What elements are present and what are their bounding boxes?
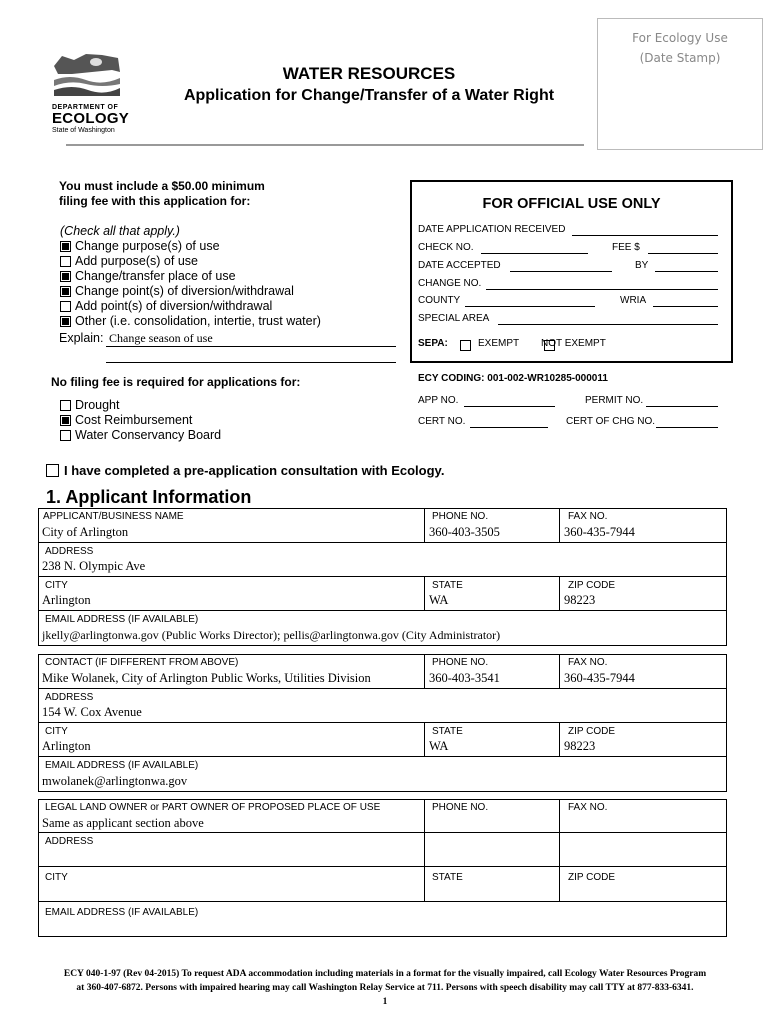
checkbox[interactable] [60,316,71,327]
apply-option[interactable] [60,284,321,299]
applicant-fax-label: FAX NO. [568,511,608,522]
title-divider [66,144,584,146]
by-field[interactable] [655,271,718,272]
contact-fax-field[interactable] [559,654,727,689]
footer-line1: ECY 040-1-97 (Rev 04-2015) To request ADA accommodation including materials in a format for the visually impaired, call Ecology Water Resources Program [63,969,707,979]
applicant-zip-value: 98223 [564,593,596,607]
no-fee-option-label: Water Conservancy Board [75,428,222,442]
contact-address-value: 154 W. Cox Avenue [42,705,142,719]
applicant-email-field[interactable] [38,610,727,646]
owner-state-label: STATE [432,872,463,883]
explain-label: Explain: [59,331,104,345]
page-subtitle: Application for Change/Transfer of a Water Right [183,87,555,104]
page-title: WATER RESOURCES [282,64,456,83]
sepa-label: SEPA: [418,338,448,349]
contact-phone-field[interactable] [424,654,560,689]
app-no-label: APP NO. [418,395,459,406]
apply-option-label: Add purpose(s) of use [75,254,198,268]
apply-option[interactable] [60,239,321,254]
contact-phone-label: PHONE NO. [432,657,489,668]
applicant-fax-value: 360-435-7944 [564,525,635,539]
contact-state-value: WA [429,739,449,753]
check-all-header: (Check all that apply.) [60,224,180,238]
contact-fax-label: FAX NO. [568,657,608,668]
page-number: 1 [382,997,388,1007]
logo-line2: ECOLOGY [52,110,130,127]
no-fee-option-label: Cost Reimbursement [75,413,193,427]
special-area-label: SPECIAL AREA [418,313,490,324]
contact-zip-value: 98223 [564,739,596,753]
applicant-phone-field[interactable] [424,508,560,543]
explain-value: Change season of use [109,331,213,345]
change-no-field[interactable] [486,289,718,290]
contact-city-value: Arlington [42,739,91,753]
checkbox[interactable] [60,415,71,426]
contact-city-field[interactable] [38,722,425,757]
date-stamp-box [597,18,763,150]
stamp-line1: For Ecology Use [632,31,728,45]
checkbox[interactable] [60,430,71,441]
owner-email-field[interactable] [38,901,727,937]
no-fee-option-label: Drought [75,398,120,412]
fee-label: FEE $ [612,242,640,253]
applicant-fax-field[interactable] [559,508,727,543]
checkbox[interactable] [60,400,71,411]
contact-address-field[interactable] [38,688,727,723]
check-no-label: CHECK NO. [418,242,474,253]
contact-city-label: CITY [45,726,68,737]
owner-name-value: Same as applicant section above [42,816,204,830]
contact-email-label: EMAIL ADDRESS (IF AVAILABLE) [45,760,199,771]
applicant-city-label: CITY [45,580,68,591]
special-area-field[interactable] [498,324,718,325]
applicant-state-field[interactable] [424,576,560,611]
checkbox[interactable] [60,301,71,312]
owner-state-field[interactable] [424,866,560,902]
applicant-phone-label: PHONE NO. [432,511,489,522]
apply-option-label: Change point(s) of diversion/withdrawal [75,284,294,298]
change-no-label: CHANGE NO. [418,278,482,289]
apply-option[interactable] [60,314,321,329]
wria-label: WRIA [620,295,647,306]
contact-email-value: mwolanek@arlingtonwa.gov [42,774,188,788]
checkbox[interactable] [60,256,71,267]
ecy-coding: ECY CODING: 001-002-WR10285-000011 [418,373,608,384]
owner-zip-field[interactable] [559,866,727,902]
applicant-zip-field[interactable] [559,576,727,611]
checkbox[interactable] [46,464,59,477]
consultation-checkbox-row[interactable] [46,463,444,478]
cert-no-field[interactable] [470,427,548,428]
owner-name-label: LEGAL LAND OWNER or PART OWNER OF PROPOSED PLACE OF USE [45,802,381,813]
logo-line1: DEPARTMENT OF [52,104,119,111]
applicant-name-field[interactable] [38,508,425,543]
stamp-line2: (Date Stamp) [639,51,721,65]
owner-name-field[interactable] [38,799,425,833]
not-exempt-label: NOT EXEMPT [541,338,606,349]
permit-no-field[interactable] [646,406,718,407]
footer-line2: at 360-407-6872. Persons with impaired hearing may call Washington Relay Service at 711. Persons with speech disability may call TTY at 877-833-6341. [76,983,694,993]
applicant-email-value: jkelly@arlingtonwa.gov (Public Works Director); pellis@arlingtonwa.gov (City Administrator) [42,628,501,642]
wria-field[interactable] [653,306,718,307]
owner-city-field[interactable] [38,866,425,902]
app-no-field[interactable] [464,406,555,407]
applicant-phone-value: 360-403-3505 [429,525,500,539]
cert-no-label: CERT NO. [418,416,466,427]
applicant-name-value: City of Arlington [42,525,129,539]
apply-option-label: Change purpose(s) of use [75,239,220,253]
no-fee-option[interactable] [60,428,221,443]
cert-chg-no-field[interactable] [656,427,718,428]
checkbox[interactable] [60,271,71,282]
check-no-field[interactable] [481,253,588,254]
contact-name-field[interactable] [38,654,425,689]
applicant-city-value: Arlington [42,593,91,607]
fee-line1: You must include a $50.00 minimum [59,179,265,193]
ecology-logo-text [52,104,132,134]
contact-fax-value: 360-435-7944 [564,671,635,685]
owner-phone-label: PHONE NO. [432,802,489,813]
owner-address-field[interactable] [38,832,727,867]
applicant-name-label: APPLICANT/BUSINESS NAME [43,511,184,522]
permit-no-label: PERMIT NO. [585,395,644,406]
no-fee-option[interactable] [60,413,221,428]
contact-name-value: Mike Wolanek, City of Arlington Public Works, Utilities Division [42,671,371,685]
contact-zip-field[interactable] [559,722,727,757]
cert-chg-no-label: CERT OF CHG NO. [566,416,656,427]
checkbox[interactable] [60,286,71,297]
apply-option[interactable] [60,299,321,314]
applicant-zip-label: ZIP CODE [568,580,616,591]
contact-address-label: ADDRESS [45,692,94,703]
consultation-label: I have completed a pre-application consultation with Ecology. [64,463,445,478]
no-fee-options-list [60,398,221,443]
fee-notice [59,179,265,209]
fee-line2: filing fee with this application for: [59,194,251,208]
apply-option-label: Add point(s) of diversion/withdrawal [75,299,273,313]
fee-field[interactable] [648,253,718,254]
applicant-state-value: WA [429,593,449,607]
section-title: 1. Applicant Information [46,487,252,507]
date-received-field[interactable] [572,235,718,236]
contact-state-field[interactable] [424,722,560,757]
apply-option-label: Change/transfer place of use [75,269,236,283]
applicant-email-label: EMAIL ADDRESS (IF AVAILABLE) [45,614,199,625]
county-field[interactable] [465,306,595,307]
explain-input-line2[interactable] [106,362,396,363]
applicant-address-label: ADDRESS [45,546,94,557]
logo-line3: State of Washington [52,127,115,134]
contact-state-label: STATE [432,726,463,737]
owner-city-label: CITY [45,872,68,883]
apply-options-list [60,239,321,329]
owner-address-label: ADDRESS [45,836,94,847]
applicant-address-field[interactable] [38,542,727,577]
applicant-city-field[interactable] [38,576,425,611]
contact-email-field[interactable] [38,756,727,792]
exempt-checkbox[interactable] [460,340,471,351]
exempt-label: EXEMPT [478,338,520,349]
date-accepted-label: DATE ACCEPTED [418,260,501,271]
apply-option[interactable] [60,269,321,284]
applicant-state-label: STATE [432,580,463,591]
owner-zip-label: ZIP CODE [568,872,616,883]
county-label: COUNTY [418,295,461,306]
checkbox[interactable] [60,241,71,252]
applicant-address-value: 238 N. Olympic Ave [42,559,146,573]
contact-phone-value: 360-403-3541 [429,671,500,685]
official-use-title: FOR OFFICIAL USE ONLY [482,196,661,212]
contact-zip-label: ZIP CODE [568,726,616,737]
date-accepted-field[interactable] [510,271,612,272]
owner-email-label: EMAIL ADDRESS (IF AVAILABLE) [45,907,199,918]
no-fee-header: No filing fee is required for applications for: [51,375,301,389]
owner-fax-label: FAX NO. [568,802,608,813]
footer [30,967,740,1009]
apply-option[interactable] [60,254,321,269]
date-received-label: DATE APPLICATION RECEIVED [418,224,566,235]
explain-input[interactable] [106,331,396,347]
apply-option-label: Other (i.e. consolidation, intertie, trust water) [75,314,321,328]
contact-name-label: CONTACT (IF DIFFERENT FROM ABOVE) [45,657,239,668]
no-fee-option[interactable] [60,398,221,413]
by-label: BY [635,260,649,271]
